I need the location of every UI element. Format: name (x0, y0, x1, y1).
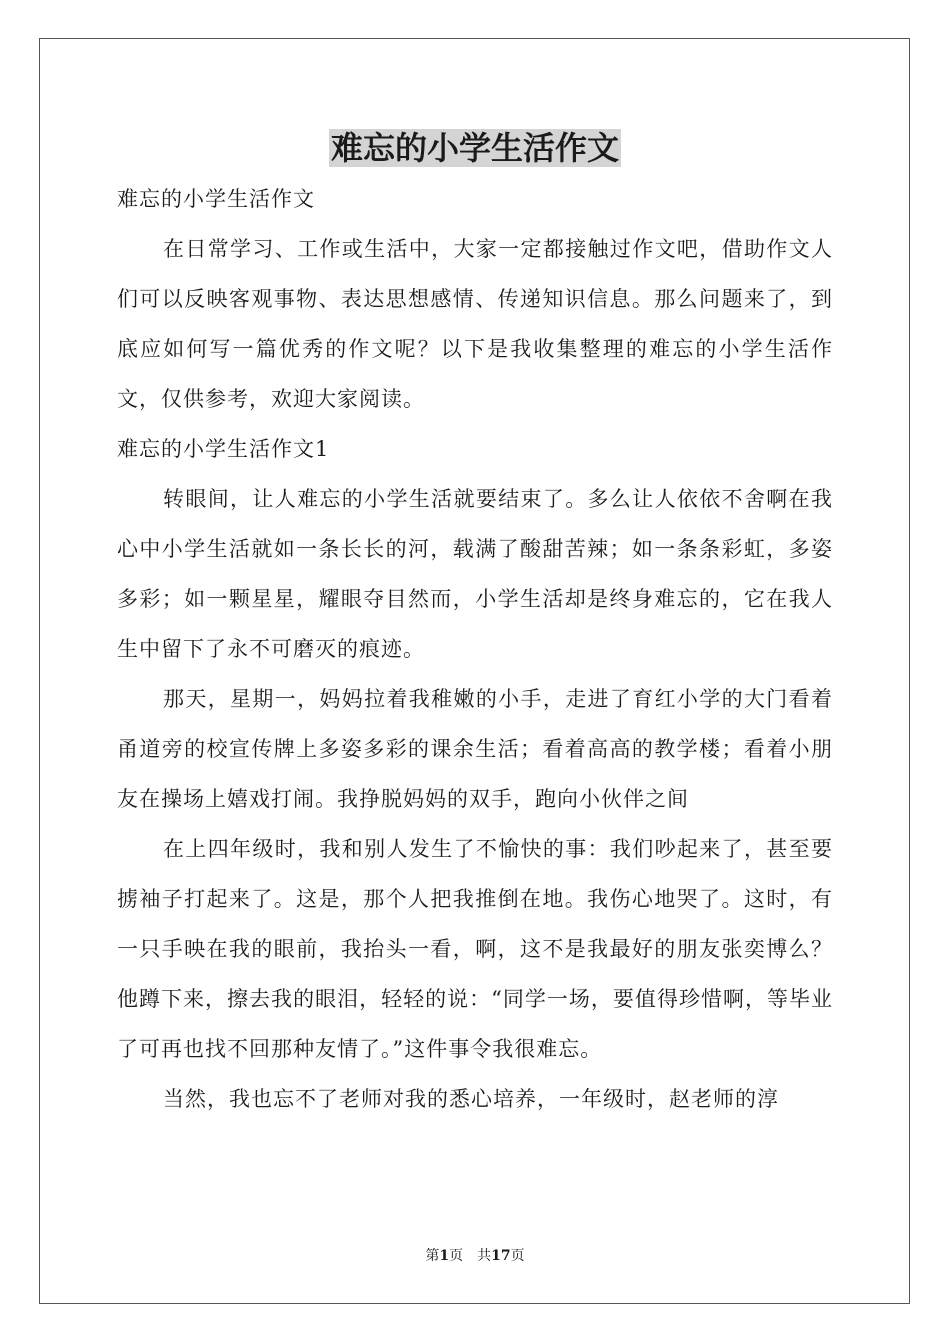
page-total: 17 (491, 1248, 511, 1264)
paragraph: 当然，我也忘不了老师对我的悉心培养，一年级时，赵老师的淳 (163, 1087, 779, 1111)
paragraph: 转眼间，让人难忘的小学生活就要结束了。多么让人依依不舍啊在我心中小学生活就如一条长长的河，载满了酸甜苦辣；如一条条彩虹，多姿多彩；如一颗星星，耀眼夺目然而，小学生活却是终身难忘的，它在我人生中留下了永不可磨灭的痕迹。 (117, 487, 833, 661)
subtitle: 难忘的小学生活作文 (117, 187, 315, 211)
page-number: 1 (439, 1248, 450, 1264)
page-suffix: 页 (449, 1248, 464, 1264)
page-prefix: 第 (425, 1248, 440, 1264)
intro-paragraph: 在日常学习、工作或生活中，大家一定都接触过作文吧，借助作文人们可以反映客观事物、表达思想感情、传递知识信息。那么问题来了，到底应如何写一篇优秀的作文呢？以下是我收集整理的难忘的小学生活作文，仅供参考，欢迎大家阅读。 (117, 237, 833, 411)
total-prefix: 共 (477, 1248, 492, 1264)
paragraph: 那天，星期一，妈妈拉着我稚嫩的小手，走进了育红小学的大门看着甬道旁的校宣传牌上多姿多彩的课余生活；看着高高的教学楼；看着小朋友在操场上嬉戏打闹。我挣脱妈妈的双手，跑向小伙伴之间 (117, 687, 833, 811)
document-title-text: 难忘的小学生活作文 (330, 129, 619, 167)
page-footer (0, 1246, 950, 1266)
total-suffix: 页 (510, 1248, 525, 1264)
document-body (117, 174, 833, 1124)
section-heading: 难忘的小学生活作文1 (117, 437, 330, 461)
document-title (0, 124, 950, 172)
paragraph: 在上四年级时，我和别人发生了不愉快的事：我们吵起来了，甚至要掳袖子打起来了。这是，那个人把我推倒在地。我伤心地哭了。这时，有一只手映在我的眼前，我抬头一看，啊，这不是我最好的朋友张奕博么？他蹲下来，擦去我的眼泪，轻轻的说：“同学一场，要值得珍惜啊，等毕业了可再也找不回那种友情了。”这件事令我很难忘。 (117, 837, 833, 1061)
